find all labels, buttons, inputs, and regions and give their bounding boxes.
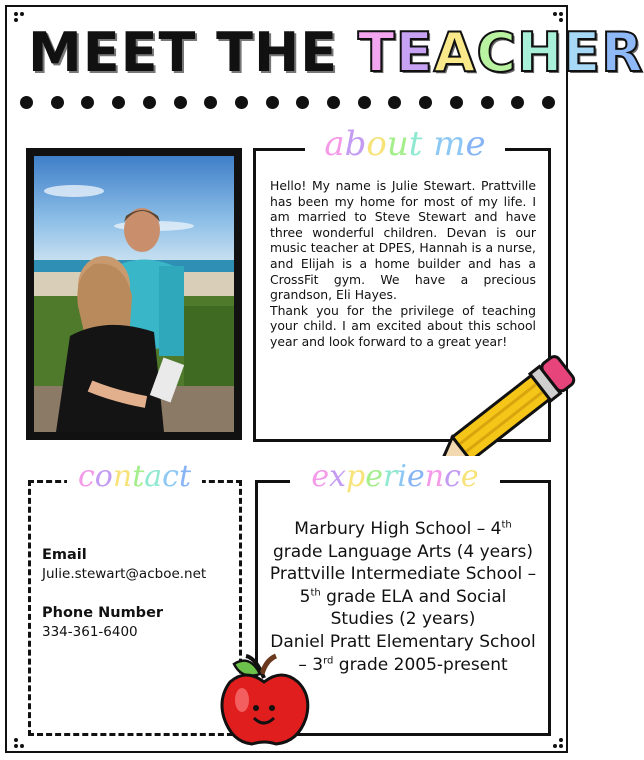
divider-dot	[511, 96, 524, 109]
title-letter: C	[476, 21, 518, 84]
experience-heading	[290, 456, 500, 500]
heading-letter: u	[386, 124, 409, 164]
corner-dot	[20, 12, 24, 16]
corner-dot	[14, 744, 18, 748]
corner-dot	[14, 12, 18, 16]
title-letter: R	[601, 21, 644, 84]
title-word-teacher	[358, 21, 644, 84]
title-word-meet-the: MEET THE	[28, 21, 339, 84]
corner-dot	[553, 744, 557, 748]
about-me-heading	[305, 122, 505, 168]
divider-dot	[296, 96, 309, 109]
corner-dot	[559, 738, 563, 742]
corner-dot	[559, 12, 563, 16]
dotted-divider	[20, 96, 555, 110]
heading-letter: e	[465, 124, 486, 164]
experience-line-3: Daniel Pratt Elementary School – 3rd grade 2005-present	[270, 631, 536, 675]
corner-dot	[14, 18, 18, 22]
heading-letter: c	[162, 459, 179, 494]
divider-dot	[358, 96, 371, 109]
email-label: Email	[42, 547, 87, 563]
divider-dot	[143, 96, 156, 109]
experience-line-2: Prattville Intermediate School – 5th grade ELA and Social Studies (2 years)	[269, 564, 537, 630]
phone-value[interactable]: 334-361-6400	[42, 624, 138, 640]
apple-clipart-icon	[216, 652, 312, 748]
heading-letter: x	[329, 459, 347, 494]
heading-letter: e	[406, 459, 425, 494]
heading-letter: n	[424, 459, 445, 494]
about-paragraph-2: Thank you for the privilege of teaching your child. I am excited about this school year and look forward to a great year!	[270, 302, 536, 349]
corner-dot	[559, 744, 563, 748]
heading-letter: t	[132, 459, 145, 494]
divider-dot	[419, 96, 432, 109]
divider-dot	[235, 96, 248, 109]
heading-letter: t	[408, 124, 423, 164]
divider-dot	[112, 96, 125, 109]
page-title	[28, 21, 644, 84]
heading-letter: e	[311, 459, 330, 494]
divider-dot	[174, 96, 187, 109]
divider-dot	[388, 96, 401, 109]
heading-letter: t	[178, 459, 192, 494]
heading-letter: n	[112, 459, 133, 494]
heading-letter: a	[144, 459, 163, 494]
title-letter: E	[563, 21, 602, 84]
title-letter: T	[357, 21, 396, 84]
pencil-clipart-icon	[440, 360, 570, 470]
divider-dot	[51, 96, 64, 109]
divider-dot	[204, 96, 217, 109]
heading-letter	[422, 124, 433, 164]
heading-letter: c	[77, 459, 95, 494]
divider-dot	[266, 96, 279, 109]
divider-dot	[81, 96, 94, 109]
heading-letter: a	[324, 124, 345, 164]
corner-dot	[14, 738, 18, 742]
heading-letter: o	[366, 124, 387, 164]
heading-letter: e	[460, 459, 479, 494]
teacher-photo	[34, 156, 234, 432]
phone-label: Phone Number	[42, 605, 164, 621]
title-letter: A	[433, 21, 477, 84]
heading-letter: b	[344, 124, 367, 164]
divider-dot	[450, 96, 463, 109]
title-letter: E	[395, 21, 434, 84]
heading-letter: c	[444, 459, 461, 494]
divider-dot	[327, 96, 340, 109]
corner-dot	[553, 12, 557, 16]
email-value[interactable]: Julie.stewart@acboe.net	[42, 566, 207, 582]
experience-line-1: Marbury High School – 4th grade Language Arts (4 years)	[273, 519, 533, 562]
heading-letter: m	[433, 124, 466, 164]
corner-dot	[20, 744, 24, 748]
heading-letter: p	[346, 459, 366, 494]
about-paragraph-1: Hello! My name is Julie Stewart. Prattville has been my home for most of my life. I am married to Steve Stewart and have three wonderful children. Devan is our music teacher at DPES, Hannah is a nurse, and Elijah is a home builder and has a CrossFit gym. We have a precious grandson, Eli Hayes.	[270, 178, 536, 303]
teacher-photo-frame	[26, 148, 242, 440]
heading-letter: o	[94, 459, 113, 494]
title-letter: H	[517, 21, 564, 84]
heading-letter: i	[397, 459, 407, 494]
heading-letter: r	[383, 459, 398, 494]
contact-heading	[67, 456, 202, 500]
heading-letter: e	[365, 459, 384, 494]
divider-dot	[20, 96, 33, 109]
divider-dot	[542, 96, 555, 109]
contact-info	[42, 546, 238, 642]
divider-dot	[481, 96, 494, 109]
